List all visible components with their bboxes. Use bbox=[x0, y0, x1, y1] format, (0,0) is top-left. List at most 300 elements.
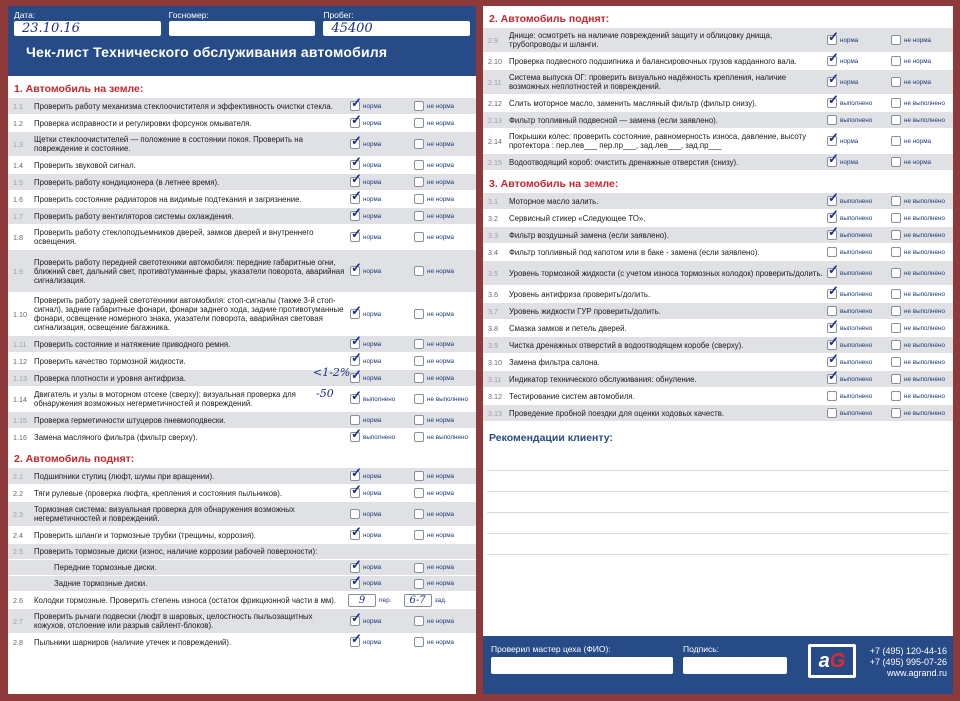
checklist-row bbox=[483, 286, 953, 303]
option-label: не выполнено bbox=[904, 99, 946, 107]
option-not-ok[interactable] bbox=[414, 356, 476, 366]
option-not-ok[interactable] bbox=[891, 323, 953, 333]
option-not-ok[interactable] bbox=[414, 118, 476, 128]
option-label: не норма bbox=[427, 357, 455, 365]
checkbox[interactable] bbox=[350, 266, 360, 276]
checkbox[interactable] bbox=[891, 340, 901, 350]
checkbox[interactable] bbox=[827, 391, 837, 401]
checkbox[interactable] bbox=[891, 56, 901, 66]
row-number: 2.12 bbox=[488, 98, 502, 108]
checkbox[interactable] bbox=[414, 266, 424, 276]
row-text: Подшипники ступиц (люфт, шумы при вращении). bbox=[34, 471, 215, 481]
checkbox[interactable] bbox=[414, 118, 424, 128]
option-ok[interactable] bbox=[350, 194, 414, 204]
row-number: 1.11 bbox=[13, 339, 27, 349]
option-not-ok[interactable] bbox=[414, 339, 476, 349]
option-label: не выполнено bbox=[904, 307, 946, 315]
row-number: 3.12 bbox=[488, 391, 502, 401]
option-ok[interactable] bbox=[827, 196, 891, 206]
checkbox[interactable] bbox=[891, 247, 901, 257]
option-not-ok[interactable] bbox=[891, 289, 953, 299]
row-number: 1.1 bbox=[13, 101, 23, 111]
option-label: выполнено bbox=[840, 214, 873, 222]
option-label: норма bbox=[363, 617, 382, 625]
row-number: 1.12 bbox=[13, 356, 27, 366]
checkbox[interactable] bbox=[827, 35, 837, 45]
checkbox[interactable] bbox=[891, 306, 901, 316]
checkbox[interactable] bbox=[827, 247, 837, 257]
option-ok[interactable] bbox=[827, 98, 891, 108]
row-number: 2.8 bbox=[13, 637, 23, 647]
checkbox[interactable] bbox=[414, 101, 424, 111]
option-not-ok[interactable] bbox=[891, 230, 953, 240]
option-ok[interactable] bbox=[350, 232, 414, 242]
field-input[interactable]: 23.10.16 bbox=[14, 21, 161, 36]
option-not-ok[interactable] bbox=[414, 101, 476, 111]
checkbox[interactable] bbox=[350, 118, 360, 128]
recommendation-line[interactable] bbox=[487, 492, 949, 513]
option-not-ok[interactable] bbox=[891, 213, 953, 223]
option-label: норма bbox=[363, 531, 382, 539]
checkbox[interactable] bbox=[891, 35, 901, 45]
checkbox[interactable] bbox=[827, 268, 837, 278]
option-label: не норма bbox=[904, 36, 932, 44]
option-ok[interactable] bbox=[827, 374, 891, 384]
option-not-ok[interactable] bbox=[414, 232, 476, 242]
recommendation-line[interactable] bbox=[487, 513, 949, 534]
header-fields bbox=[14, 10, 470, 36]
option-not-ok[interactable] bbox=[891, 157, 953, 167]
page-title: Чек-лист Технического обслуживания автомобиля bbox=[26, 44, 388, 60]
checkbox[interactable] bbox=[350, 415, 360, 425]
option-label: выполнено bbox=[840, 99, 873, 107]
option-ok[interactable] bbox=[827, 35, 891, 45]
checkbox[interactable] bbox=[350, 211, 360, 221]
option-label: выполнено bbox=[363, 433, 396, 441]
option-ok[interactable] bbox=[350, 373, 414, 383]
left-sheet bbox=[8, 6, 476, 694]
option-label: норма bbox=[840, 57, 859, 65]
option-not-ok[interactable] bbox=[891, 391, 953, 401]
option-label: выполнено bbox=[840, 392, 873, 400]
checkbox[interactable] bbox=[891, 374, 901, 384]
option-ok[interactable] bbox=[350, 488, 414, 498]
checkbox[interactable] bbox=[827, 56, 837, 66]
option-ok[interactable] bbox=[350, 509, 414, 519]
checkbox[interactable] bbox=[414, 232, 424, 242]
option-ok[interactable] bbox=[827, 77, 891, 87]
row-text: Уровень тормозной жидкости (с учетом износа тормозных колодок) проверить/долить. bbox=[509, 268, 823, 278]
option-not-ok[interactable] bbox=[891, 408, 953, 418]
row-text: Передние тормозные диски. bbox=[54, 563, 157, 572]
option-not-ok[interactable] bbox=[891, 77, 953, 87]
option-not-ok[interactable] bbox=[414, 266, 476, 276]
option-ok[interactable] bbox=[827, 213, 891, 223]
row-text: Смазка замков и петель дверей. bbox=[509, 323, 627, 333]
checkbox[interactable] bbox=[350, 139, 360, 149]
checklist-row bbox=[483, 405, 953, 422]
checkbox[interactable] bbox=[414, 432, 424, 442]
option-not-ok[interactable] bbox=[891, 196, 953, 206]
option-label: не выполнено bbox=[904, 392, 946, 400]
checkbox[interactable] bbox=[891, 408, 901, 418]
option-not-ok[interactable] bbox=[414, 579, 476, 589]
row-text: Проверить тормозные диски (износ, наличие коррозии рабочей поверхности): bbox=[34, 547, 318, 556]
checklist-row bbox=[8, 592, 476, 609]
option-not-ok[interactable] bbox=[414, 415, 476, 425]
row-number: 1.13 bbox=[13, 373, 27, 383]
checkbox[interactable] bbox=[827, 230, 837, 240]
option-ok[interactable] bbox=[827, 340, 891, 350]
option-label: выполнено bbox=[840, 197, 873, 205]
option-ok[interactable] bbox=[350, 563, 414, 573]
row-number: 1.9 bbox=[13, 266, 23, 276]
option-ok[interactable] bbox=[350, 118, 414, 128]
option-not-ok[interactable] bbox=[414, 432, 476, 442]
checklist-row bbox=[8, 485, 476, 502]
option-label: норма bbox=[363, 267, 382, 275]
checkbox[interactable] bbox=[827, 213, 837, 223]
option-label: выполнено bbox=[840, 324, 873, 332]
checkbox[interactable] bbox=[891, 289, 901, 299]
checklist-row bbox=[8, 132, 476, 157]
option-label: норма bbox=[840, 78, 859, 86]
option-not-ok[interactable] bbox=[414, 177, 476, 187]
option-not-ok[interactable] bbox=[891, 98, 953, 108]
checkbox[interactable] bbox=[350, 232, 360, 242]
option-not-ok[interactable] bbox=[891, 56, 953, 66]
checkbox[interactable] bbox=[350, 530, 360, 540]
recommendation-line[interactable] bbox=[487, 450, 949, 471]
row-number: 1.10 bbox=[13, 309, 27, 319]
checkbox[interactable] bbox=[827, 340, 837, 350]
checkbox[interactable] bbox=[414, 637, 424, 647]
option-label: норма bbox=[363, 178, 382, 186]
checkbox[interactable] bbox=[414, 139, 424, 149]
option-not-ok[interactable] bbox=[414, 211, 476, 221]
option-label: не выполнено bbox=[904, 290, 946, 298]
checkbox[interactable] bbox=[827, 196, 837, 206]
checkbox[interactable] bbox=[414, 211, 424, 221]
checklist-row bbox=[8, 336, 476, 353]
row-text: Проверка исправности и регулировки форсунок омывателя. bbox=[34, 118, 252, 128]
row-text: Индикатор технического обслуживания: обнуление. bbox=[509, 374, 697, 384]
checkbox[interactable] bbox=[350, 432, 360, 442]
checkbox[interactable] bbox=[350, 194, 360, 204]
option-label: не норма bbox=[904, 78, 932, 86]
row-text: Тормозная система: визуальная проверка для обнаружения возможных негерметичностей и повреждений. bbox=[34, 505, 295, 523]
checkbox[interactable] bbox=[350, 160, 360, 170]
checkbox[interactable] bbox=[350, 471, 360, 481]
option-ok[interactable] bbox=[350, 211, 414, 221]
checkbox[interactable] bbox=[891, 268, 901, 278]
checkbox[interactable] bbox=[414, 616, 424, 626]
row-text: Замена фильтра салона. bbox=[509, 357, 600, 367]
master-name-field[interactable] bbox=[491, 657, 673, 674]
field-input[interactable]: 45400 bbox=[323, 21, 470, 36]
option-not-ok[interactable] bbox=[414, 616, 476, 626]
footer bbox=[483, 636, 953, 694]
checkbox[interactable] bbox=[891, 196, 901, 206]
option-label: не выполнено bbox=[427, 433, 469, 441]
option-ok[interactable] bbox=[350, 432, 414, 442]
option-not-ok[interactable] bbox=[414, 139, 476, 149]
row-number: 3.13 bbox=[488, 408, 502, 418]
option-label: норма bbox=[363, 489, 382, 497]
option-not-ok[interactable] bbox=[891, 136, 953, 146]
option-label: не выполнено bbox=[427, 395, 469, 403]
row-number: 3.6 bbox=[488, 289, 498, 299]
option-not-ok[interactable] bbox=[891, 340, 953, 350]
checkbox[interactable] bbox=[414, 509, 424, 519]
option-ok[interactable] bbox=[827, 289, 891, 299]
option-ok[interactable] bbox=[350, 356, 414, 366]
checklist-row bbox=[8, 353, 476, 370]
checkbox[interactable] bbox=[827, 357, 837, 367]
option-ok[interactable] bbox=[827, 357, 891, 367]
header-field bbox=[323, 10, 470, 36]
checkbox[interactable] bbox=[350, 579, 360, 589]
option-ok[interactable] bbox=[350, 266, 414, 276]
option-label: норма bbox=[363, 374, 382, 382]
checkbox[interactable] bbox=[891, 98, 901, 108]
handwritten-note: -50 bbox=[316, 387, 334, 400]
checkbox[interactable] bbox=[891, 157, 901, 167]
rear-pad-value[interactable]: 6-7 bbox=[404, 594, 432, 607]
option-ok[interactable] bbox=[350, 339, 414, 349]
option-ok[interactable] bbox=[350, 415, 414, 425]
front-pad-value[interactable]: 9 bbox=[348, 594, 376, 607]
option-ok[interactable] bbox=[827, 230, 891, 240]
checkbox[interactable] bbox=[414, 563, 424, 573]
option-not-ok[interactable] bbox=[414, 471, 476, 481]
option-label: выполнено bbox=[840, 269, 873, 277]
checklist-row bbox=[8, 502, 476, 527]
option-ok[interactable] bbox=[350, 177, 414, 187]
row-text: Сервисный стикер «Следующее ТО». bbox=[509, 213, 646, 223]
option-not-ok[interactable] bbox=[414, 637, 476, 647]
checkbox[interactable] bbox=[827, 115, 837, 125]
row-text: Проверить состояние и натяжение приводного ремня. bbox=[34, 339, 231, 349]
option-ok[interactable] bbox=[827, 56, 891, 66]
option-ok[interactable] bbox=[350, 160, 414, 170]
option-label: норма bbox=[840, 137, 859, 145]
option-ok[interactable] bbox=[827, 408, 891, 418]
option-label: не норма bbox=[427, 102, 455, 110]
checkbox[interactable] bbox=[827, 323, 837, 333]
checkbox[interactable] bbox=[827, 306, 837, 316]
checkbox[interactable] bbox=[414, 373, 424, 383]
option-ok[interactable] bbox=[350, 471, 414, 481]
row-text: Проверить качество тормозной жидкости. bbox=[34, 356, 186, 366]
option-ok[interactable] bbox=[350, 616, 414, 626]
checkbox[interactable] bbox=[414, 415, 424, 425]
checklist-row bbox=[8, 208, 476, 225]
option-ok[interactable] bbox=[350, 394, 414, 404]
option-not-ok[interactable] bbox=[414, 160, 476, 170]
option-not-ok[interactable] bbox=[414, 530, 476, 540]
option-ok[interactable] bbox=[827, 306, 891, 316]
checklist-row bbox=[483, 227, 953, 244]
option-label: выполнено bbox=[840, 231, 873, 239]
checkbox[interactable] bbox=[414, 194, 424, 204]
option-label: не норма bbox=[427, 119, 455, 127]
checkbox[interactable] bbox=[414, 160, 424, 170]
option-not-ok[interactable] bbox=[891, 115, 953, 125]
option-label: не норма bbox=[427, 140, 455, 148]
checkbox[interactable] bbox=[414, 530, 424, 540]
row-number: 1.2 bbox=[13, 118, 23, 128]
option-ok[interactable] bbox=[350, 579, 414, 589]
option-label: норма bbox=[363, 161, 382, 169]
option-label: не выполнено bbox=[904, 341, 946, 349]
option-label: норма bbox=[363, 580, 382, 587]
option-not-ok[interactable] bbox=[891, 306, 953, 316]
checkbox[interactable] bbox=[891, 115, 901, 125]
checkbox[interactable] bbox=[350, 509, 360, 519]
checkbox[interactable] bbox=[414, 471, 424, 481]
option-not-ok[interactable] bbox=[414, 394, 476, 404]
checkbox[interactable] bbox=[414, 177, 424, 187]
checklist-row bbox=[483, 388, 953, 405]
section-title-2-cont: 2. Автомобиль поднят: bbox=[489, 13, 610, 25]
checkbox[interactable] bbox=[891, 230, 901, 240]
section-title-3: 3. Автомобиль на земле: bbox=[489, 178, 619, 190]
checkbox[interactable] bbox=[350, 373, 360, 383]
option-label: не выполнено bbox=[904, 197, 946, 205]
option-label: не выполнено bbox=[904, 214, 946, 222]
checkbox[interactable] bbox=[891, 357, 901, 367]
option-not-ok[interactable] bbox=[414, 563, 476, 573]
option-label: не норма bbox=[427, 195, 455, 203]
row-number: 2.14 bbox=[488, 136, 502, 146]
checkbox[interactable] bbox=[891, 77, 901, 87]
checkbox[interactable] bbox=[350, 309, 360, 319]
row-text: Фильтр топливный подвесной — замена (если заявлено). bbox=[509, 115, 718, 125]
signature-field[interactable] bbox=[683, 657, 787, 674]
checkbox[interactable] bbox=[827, 408, 837, 418]
checklist-row bbox=[483, 28, 953, 53]
option-not-ok[interactable] bbox=[414, 309, 476, 319]
row-number: 3.7 bbox=[488, 306, 498, 316]
option-label: не норма bbox=[427, 233, 455, 241]
front-pad-label: пер. bbox=[379, 596, 392, 604]
option-not-ok[interactable] bbox=[414, 488, 476, 498]
checkbox[interactable] bbox=[350, 563, 360, 573]
option-not-ok[interactable] bbox=[414, 373, 476, 383]
option-ok[interactable] bbox=[827, 247, 891, 257]
checkbox[interactable] bbox=[827, 374, 837, 384]
checkbox[interactable] bbox=[414, 394, 424, 404]
option-not-ok[interactable] bbox=[891, 247, 953, 257]
option-ok[interactable] bbox=[350, 530, 414, 540]
checkbox[interactable] bbox=[827, 136, 837, 146]
option-ok[interactable] bbox=[827, 136, 891, 146]
row-text: Проверка подвесного подшипника и балансировочных грузов карданного вала. bbox=[509, 56, 797, 66]
checklist-row bbox=[8, 115, 476, 132]
checkbox[interactable] bbox=[827, 98, 837, 108]
option-ok[interactable] bbox=[827, 268, 891, 278]
phone-1: +7 (495) 120-44-16 bbox=[869, 646, 947, 656]
option-label: выполнено bbox=[840, 248, 873, 256]
checklist-row bbox=[483, 129, 953, 154]
checklist-row bbox=[8, 157, 476, 174]
recommendation-line[interactable] bbox=[487, 471, 949, 492]
option-ok[interactable] bbox=[827, 391, 891, 401]
checkbox[interactable] bbox=[350, 394, 360, 404]
row-text: Проверка герметичности штуцеров пневмоподвески. bbox=[34, 415, 226, 425]
row-text: Проверка плотности и уровня антифриза. bbox=[34, 373, 186, 383]
checklist-row bbox=[8, 370, 476, 387]
checkbox[interactable] bbox=[350, 339, 360, 349]
checkbox[interactable] bbox=[827, 289, 837, 299]
checkbox[interactable] bbox=[414, 356, 424, 366]
option-label: не норма bbox=[427, 580, 455, 587]
checkbox[interactable] bbox=[891, 323, 901, 333]
checkbox[interactable] bbox=[350, 101, 360, 111]
row-text: Проведение пробной поездки для оценки ходовых качеств. bbox=[509, 408, 725, 418]
checkbox[interactable] bbox=[350, 488, 360, 498]
checklist-row bbox=[8, 412, 476, 429]
option-label: норма bbox=[363, 233, 382, 241]
master-label: Проверил мастер цеха (ФИО): bbox=[491, 644, 611, 654]
checkbox[interactable] bbox=[350, 637, 360, 647]
checkbox[interactable] bbox=[350, 616, 360, 626]
agrand-logo: aG bbox=[808, 644, 856, 678]
row-number: 3.11 bbox=[488, 374, 502, 384]
checkbox[interactable] bbox=[891, 213, 901, 223]
option-ok[interactable] bbox=[827, 323, 891, 333]
option-ok[interactable] bbox=[827, 115, 891, 125]
option-not-ok[interactable] bbox=[414, 509, 476, 519]
option-ok[interactable] bbox=[827, 157, 891, 167]
row-text: Проверить шланги и тормозные трубки (трещины, коррозия). bbox=[34, 530, 256, 540]
checkbox[interactable] bbox=[891, 136, 901, 146]
checklist-row bbox=[8, 191, 476, 208]
option-ok[interactable] bbox=[350, 101, 414, 111]
option-not-ok[interactable] bbox=[891, 374, 953, 384]
checkbox[interactable] bbox=[827, 157, 837, 167]
recommendation-line[interactable] bbox=[487, 534, 949, 555]
checkbox[interactable] bbox=[350, 177, 360, 187]
option-ok[interactable] bbox=[350, 309, 414, 319]
checkbox[interactable] bbox=[414, 309, 424, 319]
row-text: Колодки тормозные. Проверить степень износа (остаток фрикционной части в мм). bbox=[34, 595, 337, 605]
option-ok[interactable] bbox=[350, 637, 414, 647]
checklist-row bbox=[8, 225, 476, 250]
checkbox[interactable] bbox=[827, 77, 837, 87]
field-input[interactable] bbox=[169, 21, 316, 36]
row-number: 1.6 bbox=[13, 194, 23, 204]
checkbox[interactable] bbox=[891, 391, 901, 401]
option-label: выполнено bbox=[363, 395, 396, 403]
checkbox[interactable] bbox=[414, 339, 424, 349]
option-label: не выполнено bbox=[904, 358, 946, 366]
option-ok[interactable] bbox=[350, 139, 414, 149]
option-label: не выполнено bbox=[904, 409, 946, 417]
row-text: Слить моторное масло, заменить масляный фильтр (фильтр снизу). bbox=[509, 98, 757, 108]
checkbox[interactable] bbox=[350, 356, 360, 366]
option-not-ok[interactable] bbox=[891, 35, 953, 45]
option-not-ok[interactable] bbox=[891, 357, 953, 367]
option-label: не норма bbox=[427, 178, 455, 186]
option-not-ok[interactable] bbox=[891, 268, 953, 278]
option-not-ok[interactable] bbox=[414, 194, 476, 204]
checkbox[interactable] bbox=[414, 579, 424, 589]
option-label: норма bbox=[363, 472, 382, 480]
row-text: Уровень антифриза проверить/долить. bbox=[509, 289, 651, 299]
checkbox[interactable] bbox=[414, 488, 424, 498]
